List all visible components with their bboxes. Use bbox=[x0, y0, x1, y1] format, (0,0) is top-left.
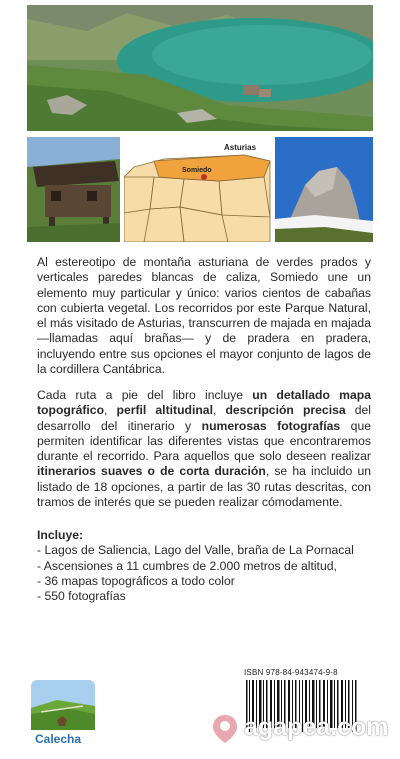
bold-segment: descripción precisa bbox=[225, 403, 346, 418]
description-paragraph: Al estereotipo de montaña asturiana de verdes prados y verticales paredes blancas de caliza, Somiedo une un elemento muy particular y único: varios cientos de cabañas con cubierta vegetal. Los recorridos por este Parque Natural, el más visitado de Asturias, transcurren de majada en majada —llamadas aquí brañas— y de pradera en pradera, incluyendo entre sus opciones el mayor conjunto de lagos de la cordillera Cantábrica. bbox=[37, 255, 371, 377]
includes-section bbox=[37, 528, 371, 604]
text-segment: , se ha incluido un listado de 18 opciones, a partir de las 30 rutas descritas, con tramos de interés que se pueden realizar cómodamente. bbox=[37, 464, 372, 510]
text-segment: , bbox=[212, 403, 226, 418]
text-segment: , bbox=[104, 403, 117, 418]
somiedo-marker bbox=[201, 174, 207, 180]
bold-segment: un detallado mapa topográfico bbox=[37, 388, 371, 418]
bold-segment: itinerarios suaves o de corta duración bbox=[37, 464, 266, 479]
list-item: - Ascensiones a 11 cumbres de 2.000 metros de altitud, bbox=[37, 558, 337, 573]
text-segment: que permiten identificar las diferentes vistas que encontraremos durante el recorrido. Para aquellos que solo deseen realizar bbox=[37, 418, 371, 464]
features-paragraph bbox=[37, 388, 371, 510]
watermark-text: agapea.com bbox=[244, 713, 389, 741]
watermark-pin-icon bbox=[211, 713, 239, 745]
text-segment: del desarrollo del itinerario y bbox=[37, 403, 371, 433]
hero-photo-lake bbox=[27, 5, 373, 131]
list-item: - 36 mapas topográficos a todo color bbox=[37, 573, 235, 588]
map-label-place: Somiedo bbox=[182, 167, 212, 174]
photo-limestone-peak bbox=[275, 137, 373, 242]
bold-segment: perfil altitudinal bbox=[116, 403, 213, 418]
location-map bbox=[124, 137, 271, 242]
includes-heading: Incluye: bbox=[37, 528, 84, 542]
bold-segment: numerosas fotografías bbox=[201, 418, 341, 433]
publisher-name: Calecha bbox=[35, 732, 82, 746]
includes-list bbox=[37, 543, 371, 604]
text-segment: Cada ruta a pie del libro incluye bbox=[37, 388, 253, 402]
list-item: - 550 fotografías bbox=[37, 589, 126, 604]
photo-cabin bbox=[27, 137, 120, 242]
map-label-region: Asturias bbox=[224, 143, 257, 152]
list-item: - Lagos de Saliencia, Lago del Valle, braña de La Pornacal bbox=[37, 543, 354, 558]
isbn-label: ISBN 978-84-943474-9-8 bbox=[244, 668, 338, 677]
